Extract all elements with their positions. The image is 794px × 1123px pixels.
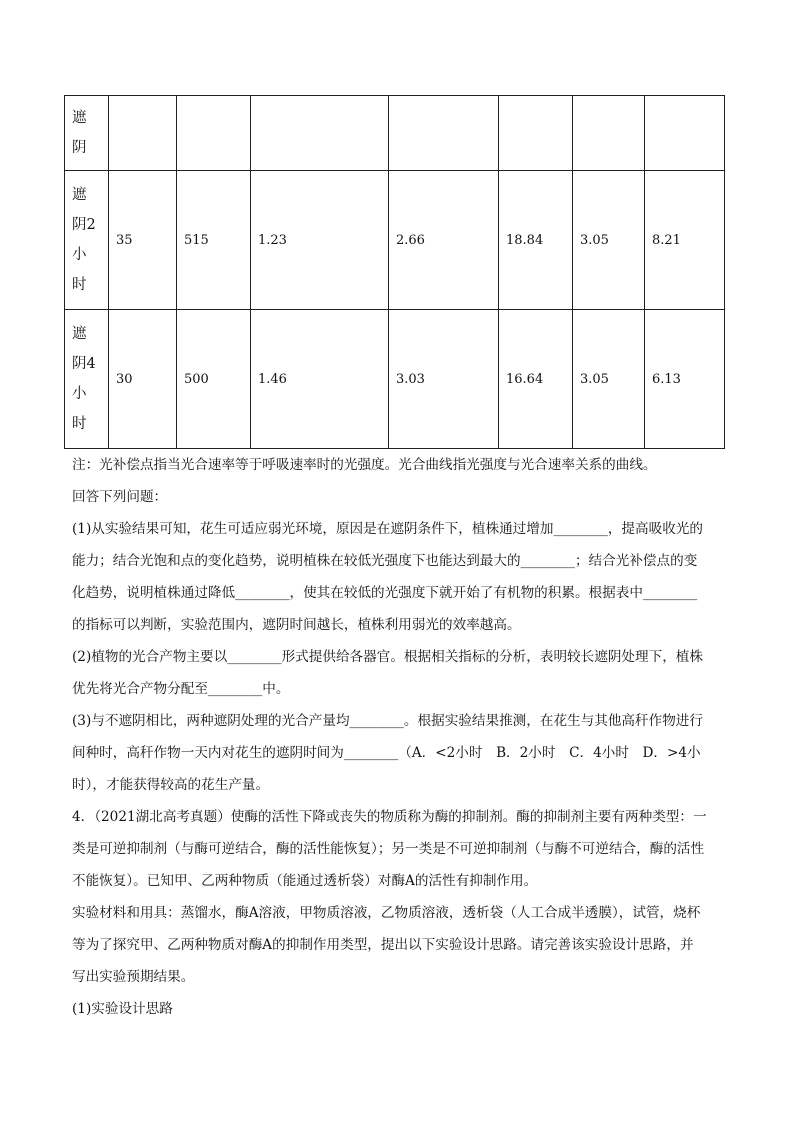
question-line: 优先将光合产物分配至________中。: [72, 681, 290, 697]
question-line: (1)从实验结果可知，花生可适应弱光环境，原因是在遮阴条件下，植株通过增加________，提高吸收光的: [72, 521, 703, 537]
row-label: 遮 阴4 小 时: [65, 310, 109, 449]
question-line: 写出实验预期结果。: [72, 969, 195, 985]
question-line: 实验材料和用具：蒸馏水，酶A溶液，甲物质溶液，乙物质溶液，透析袋（人工合成半透膜），试管，烧杯: [72, 905, 701, 921]
table-cell: 8.21: [645, 171, 725, 310]
table-row: [65, 96, 725, 171]
table-cell: 6.13: [645, 310, 725, 449]
table-cell: [251, 96, 389, 171]
data-table: [64, 95, 725, 449]
table-cell: [109, 96, 177, 171]
question-line: 的指标可以判断，实验范围内，遮阴时间越长，植株利用弱光的效率越高。: [72, 617, 521, 633]
table-cell: 3.05: [573, 310, 645, 449]
table-cell: 18.84: [499, 171, 573, 310]
table-cell: 515: [177, 171, 251, 310]
question-line: 间种时，高秆作物一天内对花生的遮阴时间为________（A．<2小时 B．2小时 C．4小时 D．>4小: [72, 745, 701, 761]
table-row: [65, 310, 725, 449]
question-line: 化趋势，说明植株通过降低________，使其在较低的光强度下就开始了有机物的积累。根据表中________: [72, 585, 698, 601]
question-line: (3)与不遮阴相比，两种遮阴处理的光合产量均________。根据实验结果推测，在花生与其他高秆作物进行: [72, 713, 703, 729]
table-cell: [499, 96, 573, 171]
instruction-line: 回答下列问题：: [72, 489, 168, 505]
question-line: (2)植物的光合产物主要以________形式提供给各器官。根据相关指标的分析，表明较长遮阴处理下，植株: [72, 649, 703, 665]
table-cell: [389, 96, 499, 171]
row-label: 遮 阴: [65, 96, 109, 171]
table-cell: 3.05: [573, 171, 645, 310]
note-line: 注：光补偿点指当光合速率等于呼吸速率时的光强度。光合曲线指光强度与光合速率关系的曲线。: [72, 457, 657, 473]
table-cell: 3.03: [389, 310, 499, 449]
table-cell: 16.64: [499, 310, 573, 449]
table-cell: [177, 96, 251, 171]
question-line: 不能恢复）。已知甲、乙两种物质（能通过透析袋）对酶A的活性有抑制作用。: [72, 873, 538, 889]
table-row: [65, 171, 725, 310]
table-cell: 1.23: [251, 171, 389, 310]
table-cell: 30: [109, 310, 177, 449]
question-line: (1)实验设计思路: [72, 1001, 173, 1017]
table-cell: 2.66: [389, 171, 499, 310]
row-label: 遮 阴2 小 时: [65, 171, 109, 310]
table-cell: 500: [177, 310, 251, 449]
question-line: 能力；结合光饱和点的变化趋势，说明植株在较低光强度下也能达到最大的________；结合光补偿点的变: [72, 553, 698, 569]
question-line: 等为了探究甲、乙两种物质对酶A的抑制作用类型，提出以下实验设计思路。请完善该实验设计思路，并: [72, 937, 694, 953]
table-cell: [573, 96, 645, 171]
question-line: 4．（2021湖北高考真题）使酶的活性下降或丧失的物质称为酶的抑制剂。酶的抑制剂主要有两种类型：一: [72, 809, 707, 825]
question-line: 类是可逆抑制剂（与酶可逆结合，酶的活性能恢复）；另一类是不可逆抑制剂（与酶不可逆结合，酶的活性: [72, 841, 705, 857]
question-line: 时），才能获得较高的花生产量。: [72, 777, 270, 793]
table-cell: 1.46: [251, 310, 389, 449]
table-cell: [645, 96, 725, 171]
table-cell: 35: [109, 171, 177, 310]
